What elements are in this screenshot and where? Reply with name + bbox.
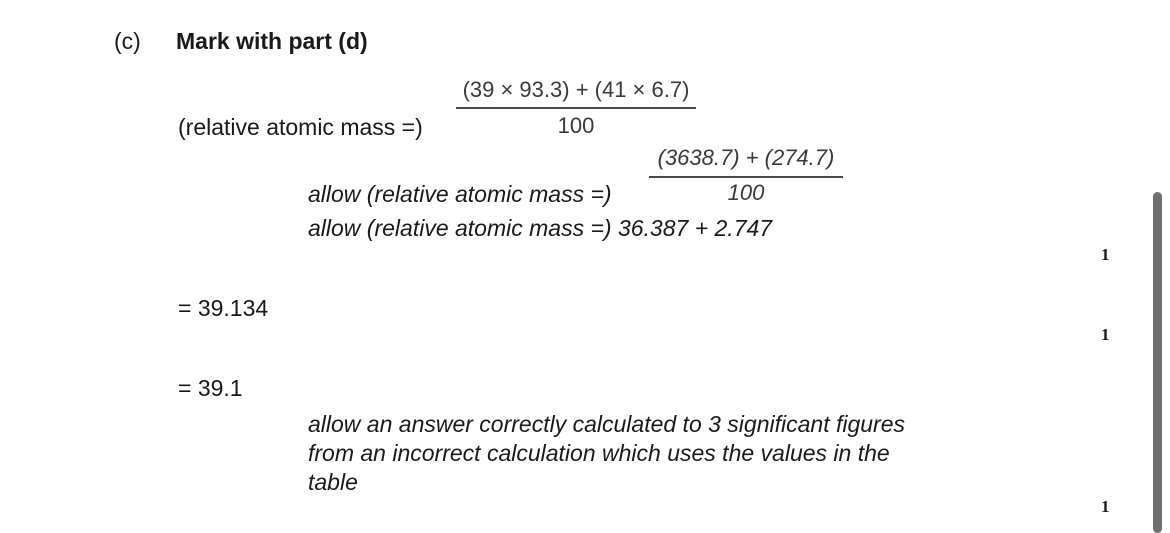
formula-main-denominator: 100 [557,113,595,138]
guidance-text [308,410,1008,497]
mark-2: 1 [1101,325,1110,344]
formula-allow1-denominator: 100 [727,180,765,205]
vertical-scrollbar[interactable] [1153,192,1162,533]
mark-3: 1 [1101,497,1110,516]
mark-1: 1 [1101,245,1110,264]
guidance-line-1: allow an answer correctly calculated to 3 significant figures [308,411,906,437]
formula-main-numerator: (39 × 93.3) + (41 × 6.7) [462,77,690,102]
result-1: = 39.134 [178,295,269,321]
part-label: (c) [114,28,141,54]
fraction-bar [456,107,696,109]
allow2-text: allow (relative atomic mass =) 36.387 + 2.747 [308,215,773,241]
part-title: Mark with part (d) [176,28,368,54]
formula-allow1-numerator: (3638.7) + (274.7) [657,145,835,170]
formula-main-lhs: (relative atomic mass =) [178,114,423,140]
fraction-bar [649,176,843,178]
guidance-line-3: table [308,469,358,495]
formula-allow1-lhs: allow (relative atomic mass =) [308,181,612,207]
guidance-line-2: from an incorrect calculation which uses the values in the [308,440,890,466]
result-2: = 39.1 [178,375,243,401]
